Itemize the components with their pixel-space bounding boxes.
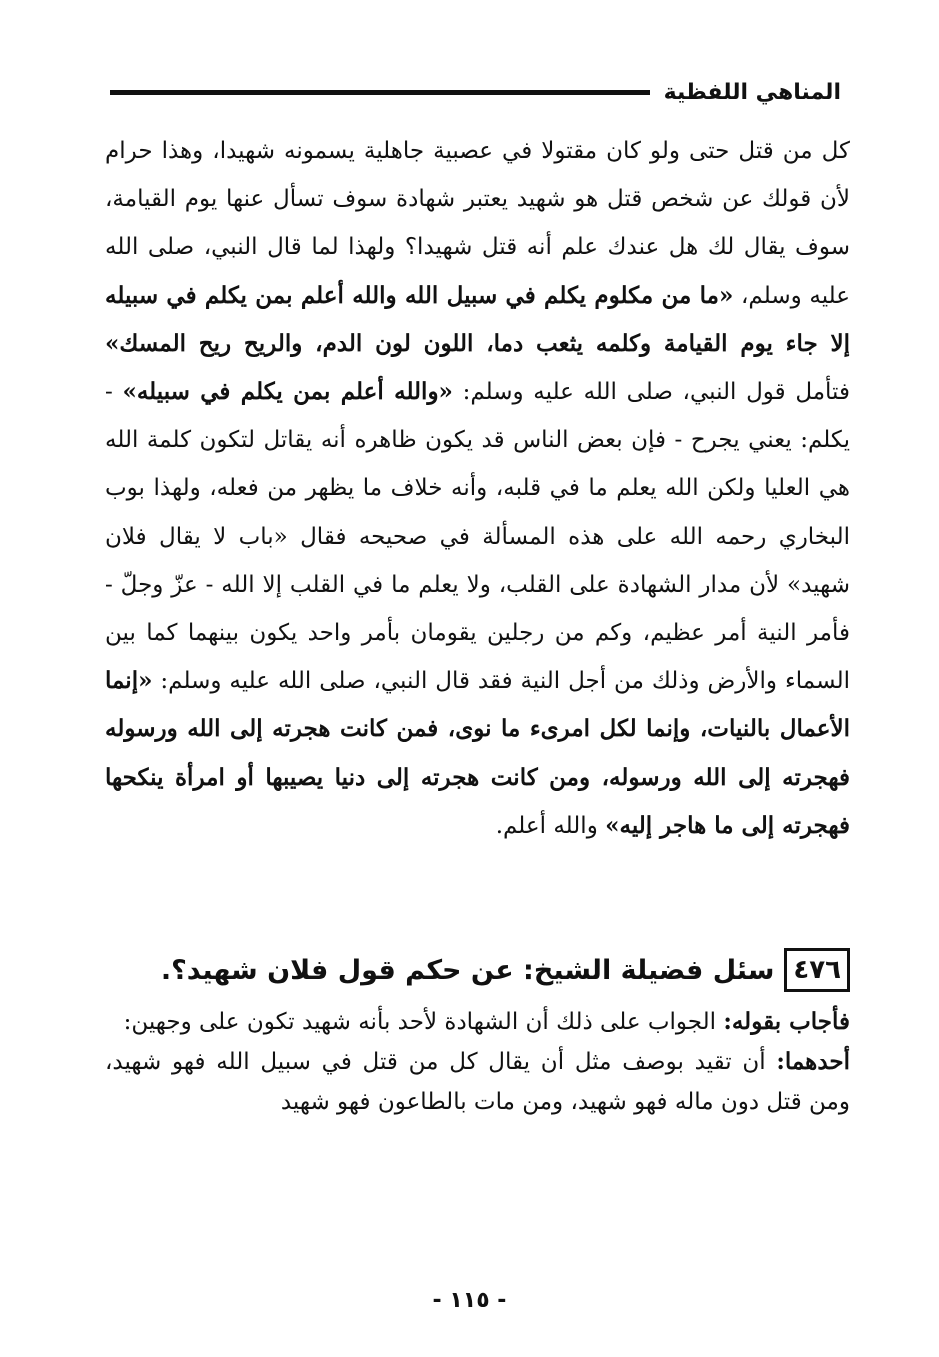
answer-intro: [105, 1002, 850, 1042]
header-title: المناهي اللفظية: [663, 79, 841, 105]
answer-intro-text: الجواب على ذلك أن الشهادة لأحد بأنه شهيد تكون على وجهين:: [123, 1009, 724, 1035]
question-heading: [105, 948, 850, 992]
answer-text: [105, 1002, 850, 1122]
body-paragraph: [105, 127, 850, 850]
hadith-quote: «والله أعلم بمن يكلم في سبيله»: [122, 378, 453, 406]
question-text: سئل فضيلة الشيخ: عن حكم قول فلان شهيد؟.: [160, 954, 775, 986]
answer-first-point: [105, 1042, 850, 1122]
running-header: [110, 72, 855, 112]
first-point-label: أحدهما:: [776, 1048, 850, 1075]
question-number: ٤٧٦: [784, 948, 850, 992]
text-segment: فتأمل قول النبي، صلى الله عليه وسلم:: [452, 379, 850, 406]
answer-label: فأجاب بقوله:: [723, 1008, 850, 1035]
text-segment: - يكلم: يعني يجرح - فإن بعض الناس قد يكون ظاهره أنه يقاتل لتكون كلمة الله هي العليا ولكن الله يعلم ما في قلبه، وأنه خلاف ما يظهر من فعله، ولهذا بوب البخاري رحمه الله على هذه المسألة في صحيحه فقال «باب لا يقال فلان شهيد» لأن مدار الشهادة على القلب، ولا يعلم ما في القلب إلا الله - عزّ وجلّ - فأمر النية أمر عظيم، وكم من رجلين يقومان بأمر واحد يكون بينهما كما بين السماء والأرض وذلك من أجل النية فقد قال النبي، صلى الله عليه وسلم:: [105, 379, 850, 695]
body-text: [105, 127, 850, 850]
page-number: - ١١٥ -: [432, 1288, 507, 1313]
hadith-quote: «ما من مكلوم يكلم في سبيل الله والله أعلم بمن يكلم في سبيله إلا جاء يوم القيامة وكلمه يثعب دما، اللون لون الدم، والريح ريح المسك»: [105, 281, 850, 357]
text-segment: كل من قتل حتى ولو كان مقتولا في عصبية جاهلية يسمونه شهيدا، وهذا حرام لأن قولك عن شخص قتل هو شهيد يعتبر شهادة سوف تسأل عنها يوم القيامة، سوف يقال لك هل عندك علم أنه قتل شهيدا؟ ولهذا لما قال النبي، صلى الله عليه وسلم،: [105, 138, 850, 309]
hadith-quote: «إنما الأعمال بالنيات، وإنما لكل امرىء ما نوى، فمن كانت هجرته إلى الله ورسوله فهجرته إلى الله ورسوله، ومن كانت هجرته إلى دنيا يصيبها أو امرأة ينكحها فهجرته إلى ما هاجر إليه»: [105, 667, 850, 839]
text-segment: والله أعلم.: [495, 812, 606, 839]
header-rule: [110, 90, 650, 95]
first-point-text: أن تقيد بوصف مثل أن يقال كل من قتل في سبيل الله فهو شهيد، ومن قتل دون ماله فهو شهيد، ومن مات بالطاعون فهو شهيد: [105, 1049, 850, 1115]
